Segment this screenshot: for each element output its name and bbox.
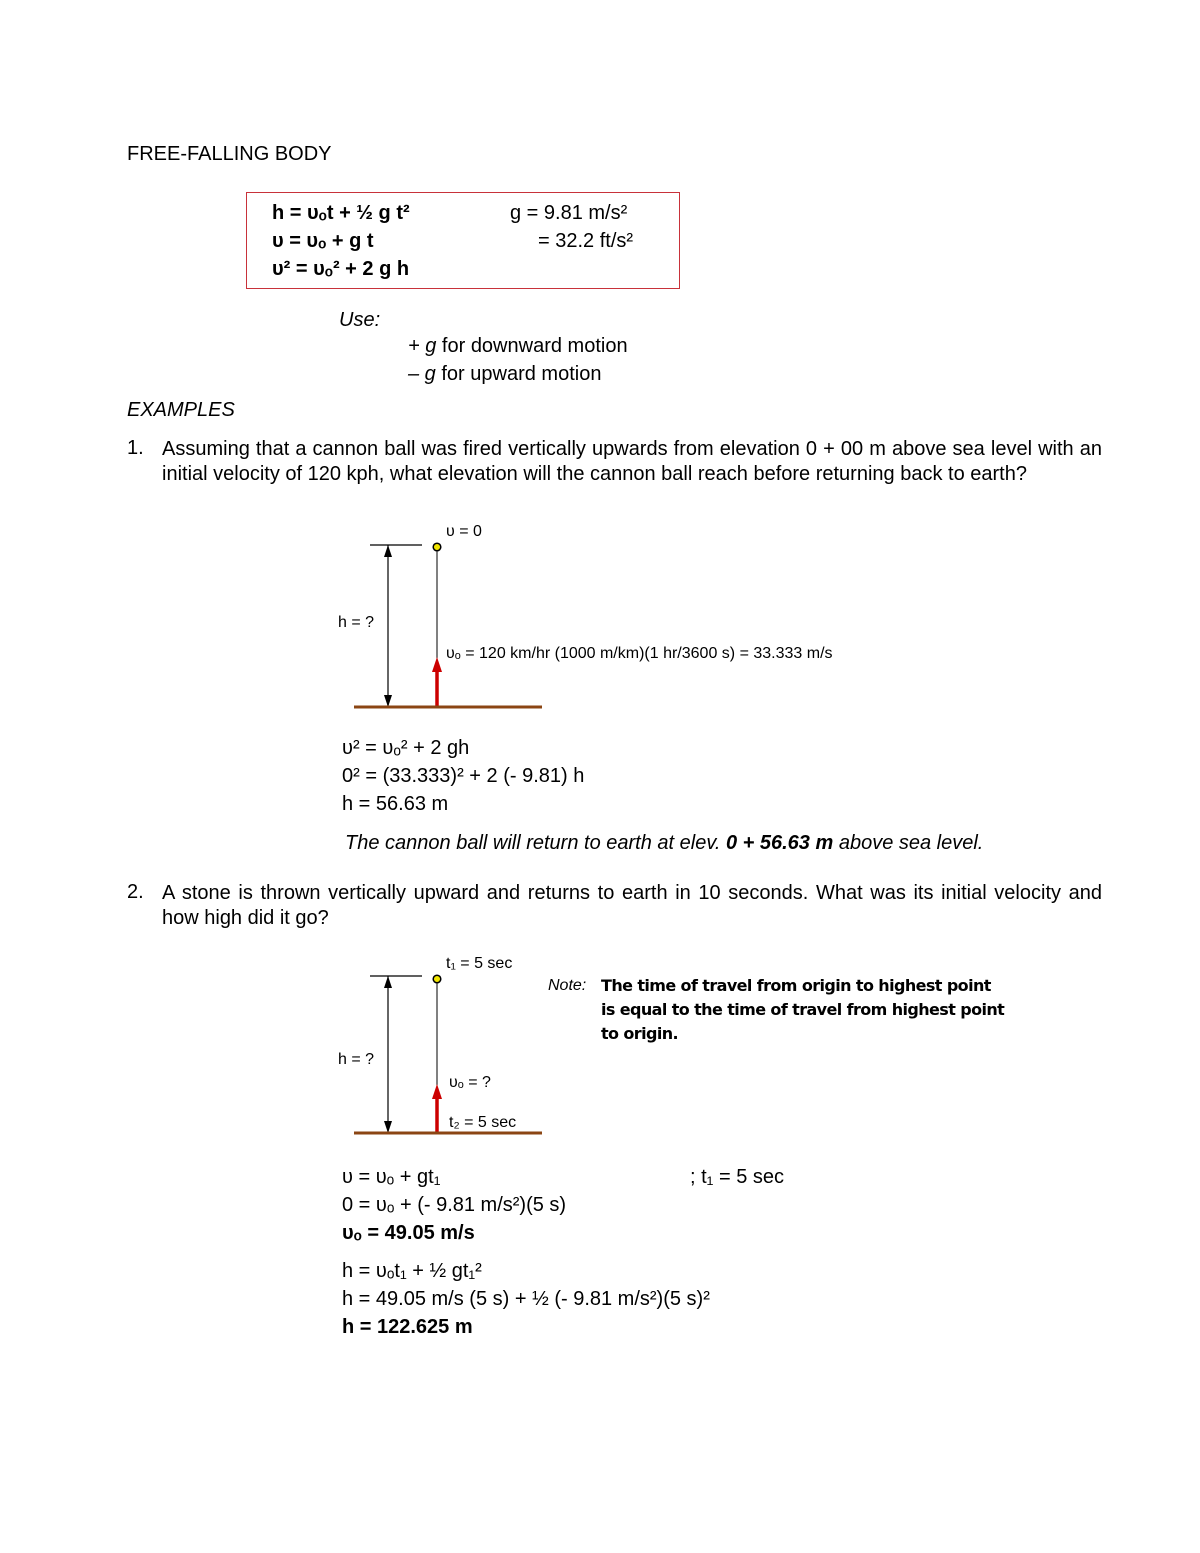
height-arrow-top — [384, 976, 392, 988]
example2-solution-line2: 0 = υₒ + (- 9.81 m/s²)(5 s) — [342, 1194, 567, 1216]
note-line3: to origin. — [601, 1024, 678, 1043]
velocity-arrow-head — [432, 1084, 442, 1099]
height-arrow-top — [384, 545, 392, 557]
height-arrow-bottom — [384, 1121, 392, 1133]
example2-side-condition: ; t₁ = 5 sec — [690, 1166, 785, 1188]
examples-heading: EXAMPLES — [127, 399, 235, 421]
diagram2-t2-label: t₂ = 5 sec — [449, 1114, 517, 1131]
diagram1-top-label: υ = 0 — [446, 523, 482, 540]
example2-solution-line6: h = 122.625 m — [342, 1316, 473, 1338]
conclusion-post: above sea level. — [833, 832, 984, 854]
diagram1-v0-label: υₒ = 120 km/hr (1000 m/km)(1 hr/3600 s) = 33.333 m/s — [446, 645, 833, 662]
ball-icon — [433, 975, 441, 983]
gravity-metric: g = 9.81 m/s² — [510, 202, 628, 224]
example2-number: 2. — [127, 881, 144, 903]
diagram2-h-label: h = ? — [338, 1051, 375, 1068]
diagram1 — [354, 543, 542, 707]
formula-displacement: h = υₒt + ½ g t² — [272, 202, 410, 224]
diagram1-h-label: h = ? — [338, 614, 375, 631]
note-line1: The time of travel from origin to highest point — [601, 976, 991, 995]
example1-solution-line3: h = 56.63 m — [342, 793, 449, 815]
example1-solution-line2: 0² = (33.333)² + 2 (- 9.81) h — [342, 765, 585, 787]
example1-question: Assuming that a cannon ball was fired vertically upwards from elevation 0 + 00 m above sea level with an initial velocity of 120 kph, what elevation will the cannon ball reach before returning back to earth? — [162, 438, 1102, 485]
height-arrow-bottom — [384, 695, 392, 707]
example2-solution-line4: h = υₒt₁ + ½ gt₁² — [342, 1260, 482, 1282]
formula-velocity: υ = υₒ + g t — [272, 230, 374, 252]
plus-g: + g — [408, 335, 437, 357]
example1-number: 1. — [127, 437, 144, 459]
example2-question: A stone is thrown vertically upward and returns to earth in 10 seconds. What was its initial velocity and how high did it go? — [162, 882, 1102, 929]
diagram2-v0-label: υₒ = ? — [449, 1074, 491, 1091]
note-label: Note: — [548, 977, 587, 994]
use-label: Use: — [339, 309, 381, 331]
example2-solution-line5: h = 49.05 m/s (5 s) + ½ (- 9.81 m/s²)(5 s)² — [342, 1288, 710, 1310]
diagram2-t1-label: t₁ = 5 sec — [446, 955, 513, 972]
conclusion-pre: The cannon ball will return to earth at elev. — [345, 832, 726, 854]
diagram2 — [354, 975, 542, 1133]
example1-solution-line1: υ² = υₒ² + 2 gh — [342, 737, 470, 759]
downward-text: for downward motion — [436, 335, 628, 357]
velocity-arrow-head — [432, 657, 442, 672]
note-line2: is equal to the time of travel from highest point — [601, 1000, 1005, 1019]
formula-velocity-squared: υ² = υₒ² + 2 g h — [272, 258, 410, 280]
minus-g: – g — [408, 363, 436, 385]
example2-solution-line3: υₒ = 49.05 m/s — [342, 1222, 475, 1244]
page-title: FREE-FALLING BODY — [127, 143, 332, 165]
example2-solution-line1: υ = υₒ + gt₁ — [342, 1166, 441, 1188]
conclusion-bold: 0 + 56.63 m — [725, 832, 834, 854]
gravity-imperial: = 32.2 ft/s² — [538, 230, 634, 252]
ball-icon — [433, 543, 441, 551]
example1-conclusion — [345, 832, 983, 855]
upward-text: for upward motion — [435, 363, 602, 385]
